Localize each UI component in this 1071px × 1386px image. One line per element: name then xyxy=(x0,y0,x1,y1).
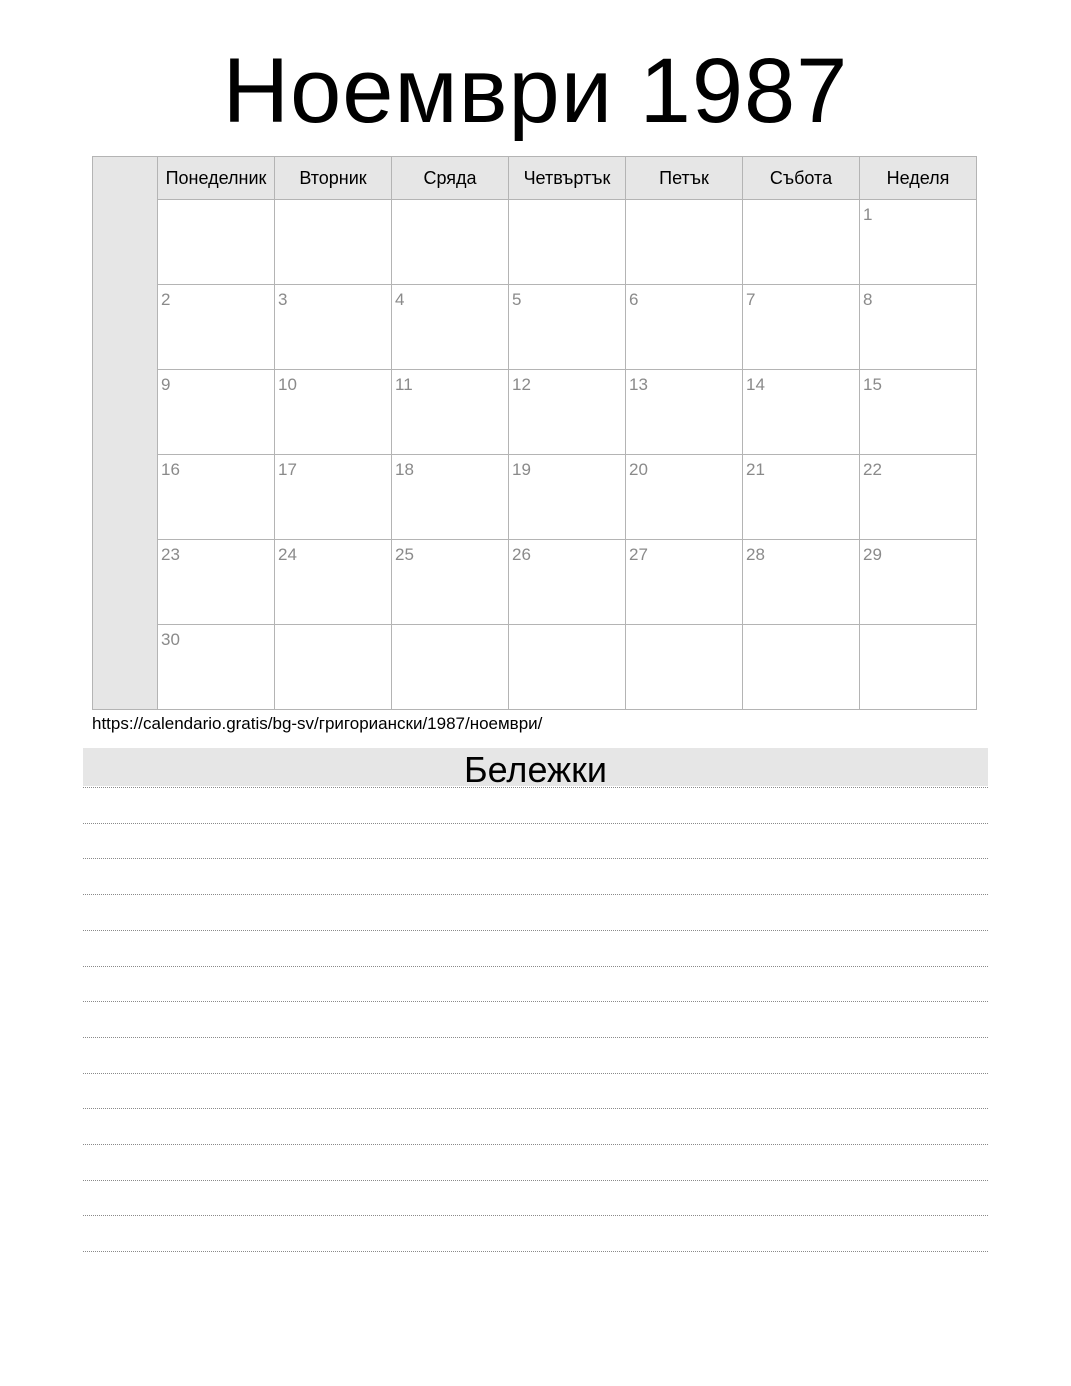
day-cell xyxy=(509,540,626,624)
day-cell xyxy=(275,200,392,284)
day-cell xyxy=(509,455,626,539)
note-line xyxy=(83,1037,988,1038)
day-number: 15 xyxy=(863,375,882,394)
day-cell xyxy=(626,625,743,709)
day-cell xyxy=(860,540,976,624)
day-cell xyxy=(392,455,509,539)
note-line xyxy=(83,930,988,931)
day-cell xyxy=(275,540,392,624)
day-number: 23 xyxy=(161,545,180,564)
weekday-saturday: Събота xyxy=(743,157,860,199)
day-cell xyxy=(275,625,392,709)
day-cell xyxy=(158,455,275,539)
week-row xyxy=(158,370,976,455)
day-number: 28 xyxy=(746,545,765,564)
day-cell xyxy=(275,370,392,454)
day-cell xyxy=(392,285,509,369)
day-cell xyxy=(392,200,509,284)
weekday-tuesday: Вторник xyxy=(275,157,392,199)
day-number: 18 xyxy=(395,460,414,479)
day-cell xyxy=(392,540,509,624)
day-cell xyxy=(743,200,860,284)
day-cell xyxy=(275,455,392,539)
day-number: 9 xyxy=(161,375,171,394)
source-url: https://calendario.gratis/bg-sv/григориански/1987/ноември/ xyxy=(92,714,543,733)
weekday-wednesday: Сряда xyxy=(392,157,509,199)
day-number: 14 xyxy=(746,375,765,394)
day-number: 2 xyxy=(161,290,171,309)
day-cell xyxy=(860,625,976,709)
note-line xyxy=(83,894,988,895)
day-cell xyxy=(860,285,976,369)
day-cell xyxy=(509,200,626,284)
day-cell xyxy=(509,370,626,454)
week-row xyxy=(158,540,976,625)
note-line xyxy=(83,823,988,824)
day-number: 26 xyxy=(512,545,531,564)
day-number: 27 xyxy=(629,545,648,564)
week-row xyxy=(158,455,976,540)
day-number: 17 xyxy=(278,460,297,479)
weekday-friday: Петък xyxy=(626,157,743,199)
day-number: 25 xyxy=(395,545,414,564)
note-line xyxy=(83,858,988,859)
day-number: 1 xyxy=(863,205,873,224)
day-cell xyxy=(860,455,976,539)
note-line xyxy=(83,1144,988,1145)
day-number: 13 xyxy=(629,375,648,394)
weekday-monday: Понеделник xyxy=(158,157,275,199)
day-number: 16 xyxy=(161,460,180,479)
day-cell xyxy=(743,370,860,454)
note-line xyxy=(83,1215,988,1216)
day-cell xyxy=(743,540,860,624)
month-calendar xyxy=(92,156,977,710)
day-number: 5 xyxy=(512,290,522,309)
day-number: 29 xyxy=(863,545,882,564)
note-line xyxy=(83,1180,988,1181)
day-cell xyxy=(158,370,275,454)
day-cell xyxy=(158,540,275,624)
day-cell xyxy=(860,200,976,284)
day-cell xyxy=(509,285,626,369)
note-line xyxy=(83,1001,988,1002)
week-number-column xyxy=(93,157,158,709)
day-cell xyxy=(158,200,275,284)
day-grid xyxy=(158,200,976,709)
day-cell xyxy=(743,455,860,539)
day-cell xyxy=(626,370,743,454)
page-title: Ноември 1987 xyxy=(222,40,849,142)
day-number: 12 xyxy=(512,375,531,394)
weekday-sunday: Неделя xyxy=(886,168,950,188)
day-cell xyxy=(392,370,509,454)
day-number: 30 xyxy=(161,630,180,649)
note-line xyxy=(83,966,988,967)
day-cell xyxy=(509,625,626,709)
day-cell xyxy=(860,370,976,454)
day-number: 24 xyxy=(278,545,297,564)
day-number: 22 xyxy=(863,460,882,479)
day-cell xyxy=(392,625,509,709)
week-row xyxy=(158,625,976,709)
day-cell xyxy=(158,625,275,709)
weekday-thursday: Четвъртък xyxy=(509,157,626,199)
day-cell xyxy=(626,455,743,539)
day-cell xyxy=(626,200,743,284)
day-cell xyxy=(275,285,392,369)
day-number: 20 xyxy=(629,460,648,479)
day-cell xyxy=(626,540,743,624)
day-number: 10 xyxy=(278,375,297,394)
day-cell xyxy=(158,285,275,369)
note-line xyxy=(83,1073,988,1074)
day-cell xyxy=(743,285,860,369)
note-line xyxy=(83,1251,988,1252)
day-number: 3 xyxy=(278,290,288,309)
day-cell xyxy=(743,625,860,709)
weekday-header xyxy=(158,157,976,200)
day-number: 21 xyxy=(746,460,765,479)
day-number: 4 xyxy=(395,290,405,309)
day-number: 19 xyxy=(512,460,531,479)
day-cell xyxy=(626,285,743,369)
day-number: 8 xyxy=(863,290,873,309)
day-number: 6 xyxy=(629,290,639,309)
day-number: 7 xyxy=(746,290,756,309)
note-line xyxy=(83,1108,988,1109)
day-number: 11 xyxy=(395,375,413,394)
note-line xyxy=(83,787,988,788)
notes-title: Бележки xyxy=(83,748,988,786)
week-row xyxy=(158,200,976,285)
week-row xyxy=(158,285,976,370)
